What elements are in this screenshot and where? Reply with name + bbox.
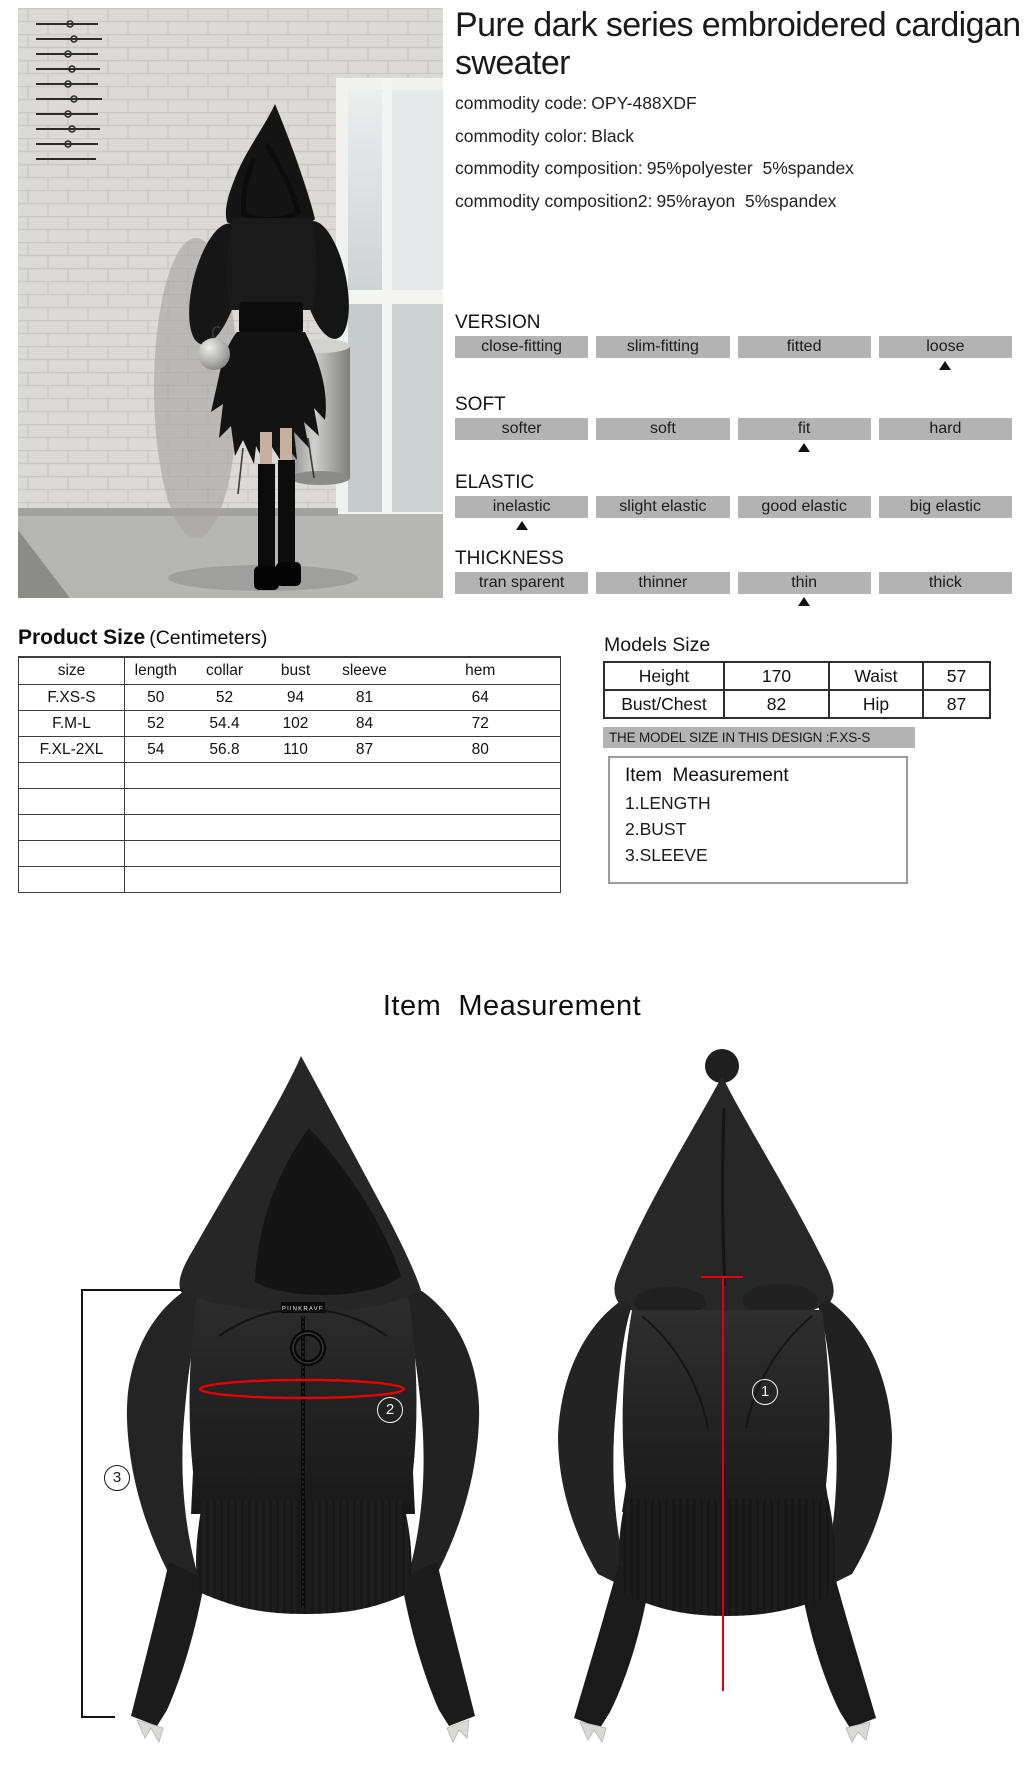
option-thin: thin	[738, 572, 871, 594]
item-measurement-box	[608, 756, 908, 884]
circled-2-bust-annotation: 2	[377, 1397, 403, 1423]
commodity-color-value: Black	[591, 125, 635, 146]
attribute-soft	[455, 394, 1012, 440]
measurement-item-length: 1.LENGTH	[625, 793, 711, 813]
table-row: F.XS-S 50 52 94 81 64	[19, 685, 561, 711]
option-fit: fit	[738, 418, 871, 440]
commodity-composition2-row	[455, 191, 1020, 212]
table-header-row	[19, 657, 561, 685]
commodity-composition2-label: commodity composition2:	[455, 190, 653, 211]
col-length: length	[125, 657, 187, 685]
thickness-marker-icon	[798, 597, 810, 606]
table-row: F.M-L 52 54.4 102 84 72	[19, 711, 561, 737]
attribute-thickness-name: THICKNESS	[455, 548, 564, 569]
commodity-code-label: commodity code:	[455, 93, 588, 113]
product-photo	[18, 8, 443, 598]
attribute-thickness	[455, 548, 1012, 594]
product-size-title-text: Product Size	[18, 626, 146, 649]
commodity-color-label: commodity color:	[455, 125, 588, 146]
table-row-empty	[19, 841, 561, 867]
version-marker-icon	[939, 361, 951, 370]
circled-1-length-annotation: 1	[752, 1379, 778, 1405]
option-hard: hard	[879, 418, 1012, 440]
table-row: F.XL-2XL 54 56.8 110 87 80	[19, 737, 561, 763]
photo-window	[336, 78, 443, 580]
option-slim-fitting: slim-fitting	[596, 336, 729, 358]
diagram-heading: Item Measurement	[382, 990, 642, 1022]
item-measurement-box-title: Item Measurement	[625, 765, 789, 786]
commodity-composition2-value: 95%rayon 5%spandex	[656, 190, 837, 211]
attribute-soft-options	[455, 418, 1012, 440]
table-row: Height 170 Waist 57	[604, 662, 990, 690]
table-row: Bust/Chest 82 Hip 87	[604, 690, 990, 718]
option-loose: loose	[879, 336, 1012, 358]
commodity-color-row	[455, 126, 1020, 147]
attribute-soft-name: SOFT	[455, 394, 506, 415]
table-row-empty	[19, 815, 561, 841]
commodity-composition-row	[455, 158, 1020, 179]
attribute-elastic-name: ELASTIC	[455, 472, 535, 493]
model-size-note: THE MODEL SIZE IN THIS DESIGN :F.XS-S	[603, 727, 915, 748]
commodity-code-value: OPY-488XDF	[591, 93, 697, 113]
option-slight-elastic: slight elastic	[596, 496, 729, 518]
attribute-version	[455, 312, 1012, 358]
models-size-table	[603, 661, 991, 719]
garment-front-view	[85, 1048, 505, 1748]
col-hem: hem	[401, 657, 561, 685]
col-size: size	[19, 657, 125, 685]
circled-3-sleeve-annotation: 3	[104, 1465, 130, 1491]
attribute-thickness-options	[455, 572, 1012, 594]
commodity-composition-value: 95%polyester 5%spandex	[646, 158, 854, 178]
commodity-code-row	[455, 93, 1020, 114]
garment-back-view	[530, 1048, 930, 1748]
option-inelastic: inelastic	[455, 496, 588, 518]
commodity-details	[455, 93, 1020, 223]
soft-marker-icon	[798, 443, 810, 452]
elastic-marker-icon	[516, 521, 528, 530]
attribute-version-options	[455, 336, 1012, 358]
option-fitted: fitted	[738, 336, 871, 358]
brand-label: PUNKRAVE	[281, 1306, 325, 1313]
photo-floor	[18, 508, 443, 598]
measurement-item-bust: 2.BUST	[625, 819, 687, 839]
product-size-unit: (Centimeters)	[149, 627, 268, 649]
length-measure-line	[722, 1277, 724, 1691]
option-big-elastic: big elastic	[879, 496, 1012, 518]
product-size-table	[18, 656, 561, 893]
attribute-version-name: VERSION	[455, 312, 541, 333]
option-thinner: thinner	[596, 572, 729, 594]
models-size-title: Models Size	[604, 634, 711, 656]
col-bust: bust	[263, 657, 329, 685]
option-good-elastic: good elastic	[738, 496, 871, 518]
commodity-composition-label: commodity composition:	[455, 158, 643, 178]
measurement-item-sleeve: 3.SLEEVE	[625, 845, 708, 865]
page-title: Pure dark series embroidered cardigan sweater	[455, 6, 1021, 82]
attribute-elastic	[455, 472, 1012, 518]
sleeve-bracket-bottom-line	[81, 1716, 115, 1718]
option-softer: softer	[455, 418, 588, 440]
col-collar: collar	[187, 657, 263, 685]
table-row-empty	[19, 763, 561, 789]
attribute-elastic-options	[455, 496, 1012, 518]
option-thick: thick	[879, 572, 1012, 594]
col-sleeve: sleeve	[329, 657, 401, 685]
product-size-title	[18, 626, 267, 650]
option-transparent: tran sparent	[455, 572, 588, 594]
option-soft: soft	[596, 418, 729, 440]
sleeve-bracket-vertical-line	[81, 1289, 83, 1718]
sleeve-bracket-top-line	[81, 1289, 183, 1291]
table-row-empty	[19, 867, 561, 893]
table-row-empty	[19, 789, 561, 815]
option-close-fitting: close-fitting	[455, 336, 588, 358]
